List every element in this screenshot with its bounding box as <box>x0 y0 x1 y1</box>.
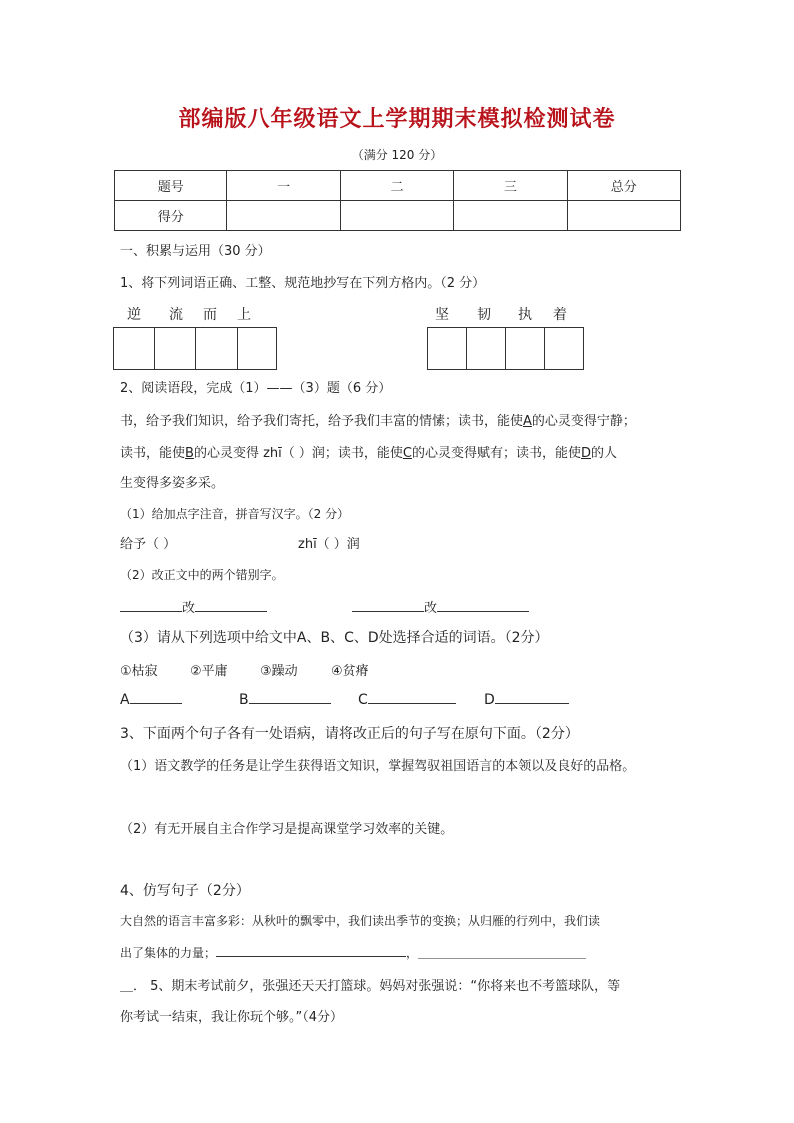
sub-question-1-a: 给予（ ） <box>120 537 177 552</box>
answer-blank[interactable] <box>120 599 182 612</box>
sentence-1: （1）语文教学的任务是让学生获得语文知识，掌握驾驭祖国语言的本领以及良好的品格。 <box>120 759 636 774</box>
blank-mark-d: D <box>580 446 591 461</box>
table-row-label: 得分 <box>115 201 227 231</box>
writing-box[interactable] <box>114 328 155 369</box>
passage-text: 的心灵变得赋有；读书，能使 <box>411 446 581 461</box>
score-cell[interactable] <box>454 201 567 231</box>
passage-line-2 <box>120 442 617 461</box>
answer-blank[interactable] <box>249 691 331 704</box>
word-char: 而 <box>203 307 217 323</box>
question-3-prompt: 3、下面两个句子各有一处语病，请将改正后的句子写在原句下面。（2分） <box>120 726 579 742</box>
answer-a <box>120 691 182 708</box>
table-header-cell: 二 <box>340 171 453 201</box>
writing-grid-1 <box>113 327 277 370</box>
score-cell[interactable] <box>227 201 340 231</box>
writing-box[interactable] <box>545 328 583 369</box>
table-header-cell: 三 <box>454 171 567 201</box>
section-heading: 一、积累与运用（30 分） <box>120 244 271 259</box>
question-1-prompt: 1、将下列词语正确、工整、规范地抄写在下列方格内。（2 分） <box>120 276 486 291</box>
answer-label: C <box>358 692 368 708</box>
answer-b <box>239 691 331 708</box>
option-item: ③躁动 <box>260 664 298 679</box>
blank-mark-c: C <box>402 446 412 461</box>
answer-label: B <box>239 692 249 708</box>
passage-text: 的心灵变得 zhī（ ）润；读书，能使 <box>193 446 403 461</box>
imitation-blank-text: ，＿＿＿＿＿＿＿＿＿＿＿＿＿＿ <box>406 946 587 960</box>
option-item: ④贫瘠 <box>331 664 369 679</box>
blank-mark-a: A <box>523 414 532 429</box>
sub-question-1-b: zhī（ ）润 <box>298 537 360 552</box>
table-row <box>115 201 681 231</box>
sub-question-2: （2）改正文中的两个错别字。 <box>120 568 284 582</box>
answer-label: D <box>484 692 495 708</box>
table-header-cell: 总分 <box>567 171 680 201</box>
sub-question-3: （3）请从下列选项中给文中A、B、C、D处选择合适的词语。（2分） <box>120 630 549 646</box>
imitation-blank-text: ＿． <box>120 979 147 994</box>
imitation-line-2 <box>120 944 586 961</box>
writing-grid-2 <box>427 327 584 370</box>
writing-box[interactable] <box>467 328 506 369</box>
passage-line-3: 生变得多姿多采。 <box>120 476 225 491</box>
answer-blank[interactable] <box>195 599 267 612</box>
word-char: 执 <box>518 307 532 323</box>
answer-label: A <box>120 692 130 708</box>
imitation-text: 出了集体的力量； <box>120 946 217 960</box>
passage-line-1 <box>120 410 636 429</box>
sub-question-1: （1）给加点字注音，拼音写汉字。（2 分） <box>120 507 350 521</box>
answer-blank[interactable] <box>216 944 406 957</box>
imitation-line-1: 大自然的语言丰富多彩：从秋叶的飘零中，我们读出季节的变换；从归雁的行列中，我们读 <box>120 914 601 928</box>
writing-box[interactable] <box>238 328 276 369</box>
answer-blank[interactable] <box>495 691 569 704</box>
answer-c <box>358 691 456 708</box>
question-5-line-2: 你考试一结束，我让你玩个够。”（4分） <box>120 1010 344 1025</box>
correction-row <box>120 597 267 616</box>
score-cell[interactable] <box>340 201 453 231</box>
writing-box[interactable] <box>155 328 196 369</box>
passage-text: 书，给予我们知识，给予我们寄托，给予我们丰富的情愫；读书，能使 <box>120 414 524 429</box>
score-cell[interactable] <box>567 201 680 231</box>
writing-box[interactable] <box>506 328 545 369</box>
passage-text: 的心灵变得宁静； <box>531 414 636 429</box>
sentence-2: （2）有无开展自主合作学习是提高课堂学习效率的关键。 <box>120 822 454 837</box>
imitation-line-3 <box>120 975 620 994</box>
question-4-prompt: 4、仿写句子（2分） <box>120 883 250 899</box>
correction-label: 改 <box>424 601 438 616</box>
word-char: 流 <box>169 307 183 323</box>
correction-row <box>352 597 529 616</box>
writing-box[interactable] <box>196 328 238 369</box>
correction-label: 改 <box>182 601 196 616</box>
option-item: ②平庸 <box>190 664 228 679</box>
answer-d <box>484 691 569 708</box>
word-char: 逆 <box>127 307 141 323</box>
table-header-cell: 一 <box>227 171 340 201</box>
full-marks: （满分 120 分） <box>351 148 443 162</box>
question-5-prompt: 5、期末考试前夕，张强还天天打篮球。妈妈对张强说：“你将来也不考篮球队，等 <box>150 979 621 994</box>
question-2-prompt: 2、阅读语段，完成（1）——（3）题（6 分） <box>120 381 392 396</box>
writing-box[interactable] <box>428 328 467 369</box>
blank-mark-b: B <box>185 446 194 461</box>
table-row <box>115 171 681 201</box>
table-header-cell: 题号 <box>115 171 227 201</box>
word-char: 坚 <box>435 307 449 323</box>
answer-blank[interactable] <box>352 599 424 612</box>
passage-text: 的人 <box>591 446 618 461</box>
word-char: 韧 <box>477 307 491 323</box>
option-item: ①枯寂 <box>120 664 158 679</box>
word-char: 上 <box>237 307 251 323</box>
answer-blank[interactable] <box>437 599 529 612</box>
page-title: 部编版八年级语文上学期期末模拟检测试卷 <box>178 106 616 132</box>
answer-blank[interactable] <box>368 691 456 704</box>
word-char: 着 <box>553 307 567 323</box>
answer-blank[interactable] <box>130 691 182 704</box>
passage-text: 读书，能使 <box>120 446 186 461</box>
score-table <box>114 170 681 231</box>
